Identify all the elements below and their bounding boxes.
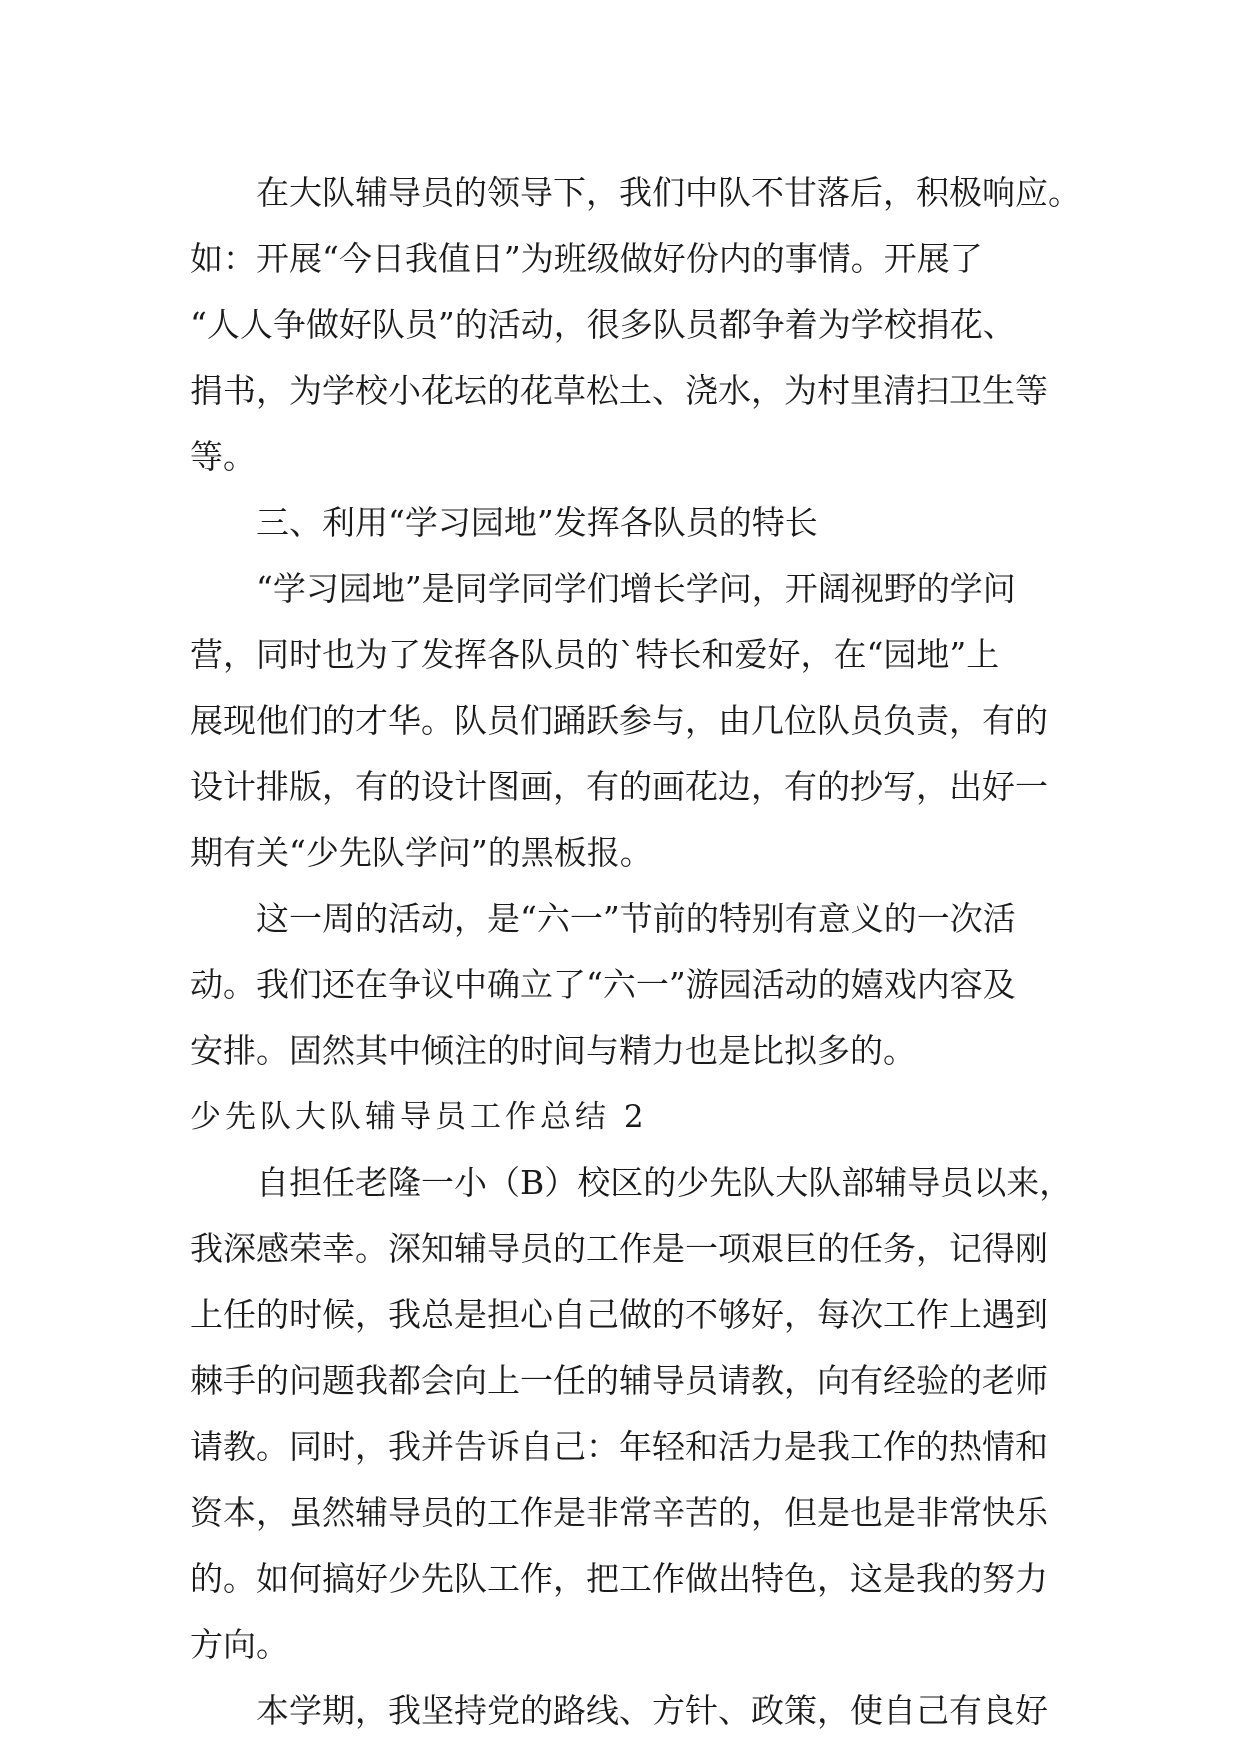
text-line: “学习园地”是同学同学们增长学问，开阔视野的学问 — [190, 569, 1016, 608]
text-line: 这一周的活动，是“六一”节前的特别有意义的一次活 — [190, 899, 1016, 938]
text-line: 动。我们还在争议中确立了“六一”游园活动的嬉戏内容及 — [190, 965, 1016, 1004]
text-line: 上任的时候，我总是担心自己做的不够好，每次工作上遇到 — [190, 1295, 1048, 1334]
text-line: 展现他们的才华。队员们踊跃参与，由几位队员负责，有的 — [190, 701, 1048, 740]
section-heading: 三、利用“学习园地”发挥各队员的特长 — [190, 503, 818, 542]
text-line: 等。 — [190, 437, 256, 476]
text-line: 请教。同时，我并告诉自己：年轻和活力是我工作的热情和 — [190, 1427, 1048, 1466]
text-line: 本学期，我坚持党的路线、方针、政策，使自己有良好 — [190, 1691, 1048, 1730]
text-line: 资本，虽然辅导员的工作是非常辛苦的，但是也是非常快乐 — [190, 1493, 1048, 1532]
text-line: 如：开展“今日我值日”为班级做好份内的事情。开展了 — [190, 239, 983, 278]
text-line: 方向。 — [190, 1625, 289, 1664]
text-line: 安排。固然其中倾注的时间与精力也是比拟多的。 — [190, 1031, 916, 1070]
text-line: 自担任老隆一小（B）校区的少先队大队部辅导员以来， — [190, 1163, 1073, 1202]
text-line: 在大队辅导员的领导下，我们中队不甘落后，积极响应。 — [190, 173, 1081, 212]
text-line: 设计排版，有的设计图画，有的画花边，有的抄写，出好一 — [190, 767, 1048, 806]
text-line: 的。如何搞好少先队工作，把工作做出特色，这是我的努力 — [190, 1559, 1048, 1598]
document-body — [190, 160, 1081, 1744]
text-line: 捐书，为学校小花坛的花草松土、浇水，为村里清扫卫生等 — [190, 371, 1048, 410]
text-line: 棘手的问题我都会向上一任的辅导员请教，向有经验的老师 — [190, 1361, 1048, 1400]
text-line: 我深感荣幸。深知辅导员的工作是一项艰巨的任务，记得刚 — [190, 1229, 1048, 1268]
text-line: 营，同时也为了发挥各队员的`特长和爱好，在“园地”上 — [190, 635, 1000, 674]
document-title: 少先队大队辅导员工作总结 2 — [190, 1099, 648, 1135]
text-line: 期有关“少先队学问”的黑板报。 — [190, 833, 653, 872]
text-line: “人人争做好队员”的活动，很多队员都争着为学校捐花、 — [190, 305, 1016, 344]
